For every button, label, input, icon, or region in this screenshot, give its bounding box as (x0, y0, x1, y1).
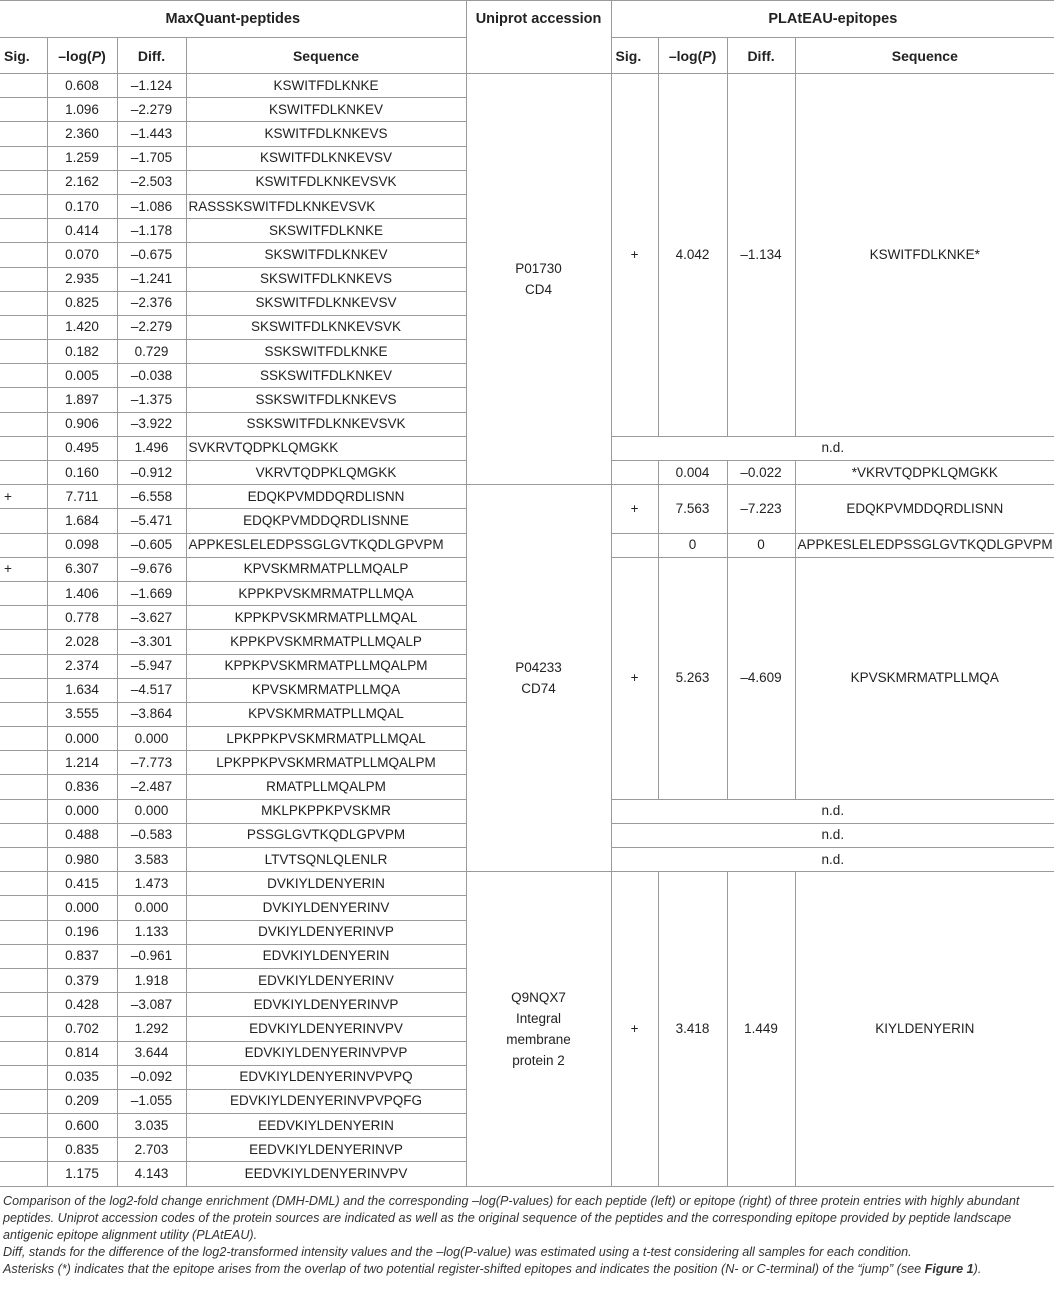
epitope-sig-cell (611, 533, 658, 557)
logp-header: –log(P) (47, 38, 117, 74)
epitope-sig-cell (611, 461, 658, 485)
peptide-sig-cell (0, 751, 47, 775)
peptide-sig-cell (0, 1162, 47, 1186)
peptide-diff-cell: –1.375 (117, 388, 186, 412)
protein-name: CD74 (521, 681, 556, 697)
peptide-sequence-cell: SKSWITFDLKNKEV (186, 243, 466, 267)
footnote: Asterisks (*) indicates that the epitope arises from the overlap of two potential register-shifted epitopes and indicates the position (N- or C-terminal) of the “jump” (see Figure 1). (3, 1261, 982, 1276)
peptide-logp-cell: 1.406 (47, 581, 117, 605)
maxquant-header: MaxQuant-peptides (0, 1, 466, 38)
table-footnotes (0, 1187, 1056, 1278)
peptide-sig-cell (0, 340, 47, 364)
peptide-logp-cell: 1.096 (47, 98, 117, 122)
peptide-logp-cell: 0.182 (47, 340, 117, 364)
peptide-diff-cell: –3.864 (117, 702, 186, 726)
peptide-sequence-cell: EDVKIYLDENYERIN (186, 944, 466, 968)
peptide-sequence-cell: MKLPKPPKPVSKMR (186, 799, 466, 823)
peptide-diff-cell: –0.912 (117, 461, 186, 485)
peptide-logp-cell: 0.814 (47, 1041, 117, 1065)
peptide-logp-cell: 3.555 (47, 702, 117, 726)
epitope-sequence-cell: EDQKPVMDDQRDLISNN (795, 485, 1054, 533)
peptide-sequence-cell: DVKIYLDENYERIN (186, 872, 466, 896)
peptide-sequence-cell: SKSWITFDLKNKEVS (186, 267, 466, 291)
peptide-sequence-cell: EDVKIYLDENYERINVPVPQFG (186, 1089, 466, 1113)
peptide-sequence-cell: LTVTSQNLQLENLR (186, 848, 466, 872)
peptide-sig-cell (0, 920, 47, 944)
epitope-sig-cell: + (611, 557, 658, 799)
peptide-diff-cell: 3.035 (117, 1114, 186, 1138)
peptide-logp-cell: 0.005 (47, 364, 117, 388)
peptide-logp-cell: 0.702 (47, 1017, 117, 1041)
peptide-diff-cell: –1.124 (117, 74, 186, 98)
peptide-diff-cell: –1.705 (117, 146, 186, 170)
peptide-sequence-cell: KPVSKMRMATPLLMQALP (186, 557, 466, 581)
peptide-logp-cell: 6.307 (47, 557, 117, 581)
peptide-diff-cell: –6.558 (117, 485, 186, 509)
peptide-sig-cell (0, 727, 47, 751)
peptide-logp-cell: 0.415 (47, 872, 117, 896)
peptide-diff-cell: –3.627 (117, 606, 186, 630)
peptide-logp-cell: 0.488 (47, 823, 117, 847)
peptide-logp-cell: 0.778 (47, 606, 117, 630)
peptide-logp-cell: 0.000 (47, 896, 117, 920)
peptide-logp-cell: 2.374 (47, 654, 117, 678)
peptide-sig-cell (0, 968, 47, 992)
peptide-diff-cell: –5.947 (117, 654, 186, 678)
table-row (0, 74, 1054, 98)
sig-header: Sig. (611, 38, 658, 74)
epitope-sequence-cell: APPKESLELEDPSSGLGVTKQDLGPVPM (795, 533, 1054, 557)
peptide-diff-cell: –1.086 (117, 194, 186, 218)
peptide-sig-cell (0, 1041, 47, 1065)
peptide-sig-cell (0, 799, 47, 823)
peptide-sequence-cell: SVKRVTQDPKLQMGKK (186, 436, 466, 460)
logp-header: –log(P) (658, 38, 727, 74)
peptide-sig-cell (0, 170, 47, 194)
peptide-diff-cell: –3.922 (117, 412, 186, 436)
peptide-sig-cell: + (0, 485, 47, 509)
peptide-logp-cell: 2.935 (47, 267, 117, 291)
peptide-sig-cell (0, 848, 47, 872)
peptide-sequence-cell: DVKIYLDENYERINVP (186, 920, 466, 944)
epitope-sequence-cell: KPVSKMRMATPLLMQA (795, 557, 1054, 799)
peptide-sequence-cell: PSSGLGVTKQDLGPVPM (186, 823, 466, 847)
peptide-diff-cell: 0.000 (117, 727, 186, 751)
peptide-sequence-cell: SKSWITFDLKNKEVSVK (186, 315, 466, 339)
epitope-sequence-cell: KSWITFDLKNKE* (795, 74, 1054, 437)
peptide-sig-cell (0, 630, 47, 654)
peptide-logp-cell: 0.209 (47, 1089, 117, 1113)
peptide-sig-cell (0, 315, 47, 339)
peptide-sig-cell (0, 896, 47, 920)
peptide-sig-cell (0, 267, 47, 291)
peptide-logp-cell: 0.906 (47, 412, 117, 436)
epitope-logp-cell: 5.263 (658, 557, 727, 799)
peptide-sequence-cell: KPVSKMRMATPLLMQA (186, 678, 466, 702)
peptide-diff-cell: –1.669 (117, 581, 186, 605)
peptide-sig-cell (0, 388, 47, 412)
epitope-not-detected: n.d. (611, 799, 1054, 823)
peptide-logp-cell: 1.420 (47, 315, 117, 339)
peptide-sequence-cell: KPVSKMRMATPLLMQAL (186, 702, 466, 726)
peptide-logp-cell: 0.196 (47, 920, 117, 944)
peptide-sig-cell (0, 1089, 47, 1113)
peptide-sig-cell (0, 533, 47, 557)
peptide-sig-cell (0, 872, 47, 896)
peptide-sig-cell (0, 291, 47, 315)
epitope-logp-cell: 0 (658, 533, 727, 557)
peptide-diff-cell: –2.279 (117, 315, 186, 339)
peptide-diff-cell: 2.703 (117, 1138, 186, 1162)
peptide-logp-cell: 0.414 (47, 219, 117, 243)
peptide-sig-cell (0, 678, 47, 702)
peptide-sig-cell (0, 509, 47, 533)
peptide-sequence-cell: EDVKIYLDENYERINV (186, 968, 466, 992)
peptide-sequence-cell: SSKSWITFDLKNKEVSVK (186, 412, 466, 436)
peptide-diff-cell: 1.496 (117, 436, 186, 460)
peptide-sequence-cell: EEDVKIYLDENYERINVPV (186, 1162, 466, 1186)
peptide-sequence-cell: KPPKPVSKMRMATPLLMQALP (186, 630, 466, 654)
peptide-sig-cell (0, 1065, 47, 1089)
peptide-diff-cell: 0.729 (117, 340, 186, 364)
peptide-sequence-cell: KSWITFDLKNKEVSVK (186, 170, 466, 194)
epitope-logp-cell: 4.042 (658, 74, 727, 437)
peptide-diff-cell: 0.000 (117, 896, 186, 920)
peptide-sig-cell (0, 122, 47, 146)
peptide-sequence-cell: LPKPPKPVSKMRMATPLLMQALPM (186, 751, 466, 775)
peptide-sequence-cell: RMATPLLMQALPM (186, 775, 466, 799)
peptide-diff-cell: 1.292 (117, 1017, 186, 1041)
sequence-header: Sequence (795, 38, 1054, 74)
peptide-logp-cell: 1.634 (47, 678, 117, 702)
peptide-sig-cell (0, 823, 47, 847)
peptide-logp-cell: 2.162 (47, 170, 117, 194)
peptide-logp-cell: 0.170 (47, 194, 117, 218)
peptide-diff-cell: –5.471 (117, 509, 186, 533)
peptide-logp-cell: 0.835 (47, 1138, 117, 1162)
peptide-sig-cell (0, 581, 47, 605)
peptide-sig-cell (0, 654, 47, 678)
epitope-diff-cell: –4.609 (727, 557, 795, 799)
peptide-diff-cell: 1.473 (117, 872, 186, 896)
peptide-sequence-cell: EEDVKIYLDENYERINVP (186, 1138, 466, 1162)
plateau-header: PLAtEAU-epitopes (611, 1, 1054, 38)
peptide-logp-cell: 1.259 (47, 146, 117, 170)
peptide-sequence-cell: EDQKPVMDDQRDLISNN (186, 485, 466, 509)
epitope-diff-cell: –1.134 (727, 74, 795, 437)
epitope-diff-cell: –0.022 (727, 461, 795, 485)
peptide-diff-cell: –0.092 (117, 1065, 186, 1089)
peptide-logp-cell: 1.684 (47, 509, 117, 533)
peptide-logp-cell: 0.160 (47, 461, 117, 485)
peptide-diff-cell: –0.675 (117, 243, 186, 267)
peptide-logp-cell: 0.980 (47, 848, 117, 872)
peptide-diff-cell: 4.143 (117, 1162, 186, 1186)
peptide-logp-cell: 2.360 (47, 122, 117, 146)
epitope-logp-cell: 7.563 (658, 485, 727, 533)
peptide-diff-cell: –4.517 (117, 678, 186, 702)
accession-code: P04233 (515, 660, 562, 676)
epitope-sig-cell: + (611, 872, 658, 1186)
peptide-diff-cell: 3.583 (117, 848, 186, 872)
peptide-logp-cell: 0.495 (47, 436, 117, 460)
peptide-sequence-cell: EDVKIYLDENYERINVPV (186, 1017, 466, 1041)
peptide-diff-cell: –0.605 (117, 533, 186, 557)
peptide-sequence-cell: SSKSWITFDLKNKEVS (186, 388, 466, 412)
table-row (0, 485, 1054, 509)
peptide-sig-cell (0, 1138, 47, 1162)
peptide-sig-cell (0, 993, 47, 1017)
peptide-diff-cell: –0.583 (117, 823, 186, 847)
peptide-logp-cell: 0.035 (47, 1065, 117, 1089)
peptide-logp-cell: 7.711 (47, 485, 117, 509)
peptide-sequence-cell: EDVKIYLDENYERINVPVPQ (186, 1065, 466, 1089)
peptide-sig-cell (0, 461, 47, 485)
peptide-sequence-cell: SSKSWITFDLKNKE (186, 340, 466, 364)
peptide-sequence-cell: KPPKPVSKMRMATPLLMQA (186, 581, 466, 605)
epitope-not-detected: n.d. (611, 436, 1054, 460)
peptide-sig-cell (0, 146, 47, 170)
peptide-logp-cell: 0.600 (47, 1114, 117, 1138)
peptide-sequence-cell: KPPKPVSKMRMATPLLMQALPM (186, 654, 466, 678)
uniprot-accession-cell (466, 872, 611, 1186)
peptide-diff-cell: –0.038 (117, 364, 186, 388)
epitope-logp-cell: 3.418 (658, 872, 727, 1186)
peptide-sig-cell (0, 436, 47, 460)
peptide-diff-cell: 3.644 (117, 1041, 186, 1065)
peptide-diff-cell: –2.376 (117, 291, 186, 315)
table-row (0, 872, 1054, 896)
peptide-diff-cell: –3.301 (117, 630, 186, 654)
peptide-sequence-cell: DVKIYLDENYERINV (186, 896, 466, 920)
peptide-sequence-cell: RASSSKSWITFDLKNKEVSVK (186, 194, 466, 218)
epitope-sequence-cell: *VKRVTQDPKLQMGKK (795, 461, 1054, 485)
peptide-sequence-cell: LPKPPKPVSKMRMATPLLMQAL (186, 727, 466, 751)
peptide-logp-cell: 0.428 (47, 993, 117, 1017)
peptide-diff-cell: –2.279 (117, 98, 186, 122)
peptide-sequence-cell: EEDVKIYLDENYERIN (186, 1114, 466, 1138)
peptide-logp-cell: 1.175 (47, 1162, 117, 1186)
peptide-logp-cell: 0.837 (47, 944, 117, 968)
peptide-sig-cell (0, 775, 47, 799)
epitope-logp-cell: 0.004 (658, 461, 727, 485)
peptide-sequence-cell: SKSWITFDLKNKEVSV (186, 291, 466, 315)
footnote: Diff, stands for the difference of the log2-transformed intensity values and the –log(P-value) was estimated using a t-test considering all samples for each condition. (3, 1244, 912, 1259)
peptide-logp-cell: 1.897 (47, 388, 117, 412)
epitope-diff-cell: 1.449 (727, 872, 795, 1186)
uniprot-accession-cell (466, 74, 611, 485)
peptide-diff-cell: 1.133 (117, 920, 186, 944)
peptide-logp-cell: 2.028 (47, 630, 117, 654)
peptide-sig-cell (0, 702, 47, 726)
peptide-logp-cell: 0.825 (47, 291, 117, 315)
protein-name: Integral membrane protein 2 (506, 1010, 571, 1068)
peptide-sig-cell: + (0, 557, 47, 581)
epitope-sequence-cell: KIYLDENYERIN (795, 872, 1054, 1186)
peptide-sequence-cell: SKSWITFDLKNKE (186, 219, 466, 243)
peptide-diff-cell: –1.055 (117, 1089, 186, 1113)
sequence-header: Sequence (186, 38, 466, 74)
peptide-logp-cell: 0.000 (47, 727, 117, 751)
sig-header: Sig. (0, 38, 47, 74)
peptide-sequence-cell: EDQKPVMDDQRDLISNNE (186, 509, 466, 533)
protein-name: CD4 (525, 282, 553, 298)
peptide-logp-cell: 1.214 (47, 751, 117, 775)
peptide-diff-cell: –0.961 (117, 944, 186, 968)
diff-header: Diff. (727, 38, 795, 74)
peptide-sequence-cell: KSWITFDLKNKEVSV (186, 146, 466, 170)
peptide-diff-cell: –3.087 (117, 993, 186, 1017)
peptide-sequence-cell: APPKESLELEDPSSGLGVTKQDLGPVPM (186, 533, 466, 557)
epitope-not-detected: n.d. (611, 823, 1054, 847)
peptide-sig-cell (0, 944, 47, 968)
peptide-logp-cell: 0.608 (47, 74, 117, 98)
peptide-sequence-cell: KSWITFDLKNKEVS (186, 122, 466, 146)
peptide-sig-cell (0, 219, 47, 243)
peptide-sequence-cell: SSKSWITFDLKNKEV (186, 364, 466, 388)
peptide-diff-cell: –1.178 (117, 219, 186, 243)
epitope-diff-cell: 0 (727, 533, 795, 557)
peptide-logp-cell: 0.836 (47, 775, 117, 799)
peptide-sequence-cell: EDVKIYLDENYERINVP (186, 993, 466, 1017)
epitope-diff-cell: –7.223 (727, 485, 795, 533)
peptide-logp-cell: 0.379 (47, 968, 117, 992)
peptide-sequence-cell: KSWITFDLKNKEV (186, 98, 466, 122)
peptide-sig-cell (0, 606, 47, 630)
peptide-logp-cell: 0.000 (47, 799, 117, 823)
peptide-logp-cell: 0.070 (47, 243, 117, 267)
epitope-sig-cell: + (611, 485, 658, 533)
peptide-sequence-cell: KSWITFDLKNKE (186, 74, 466, 98)
epitope-not-detected: n.d. (611, 848, 1054, 872)
peptide-logp-cell: 0.098 (47, 533, 117, 557)
peptide-sig-cell (0, 1114, 47, 1138)
uniprot-header: Uniprot accession (466, 1, 611, 74)
accession-code: Q9NQX7 (511, 989, 566, 1005)
peptide-sequence-cell: KPPKPVSKMRMATPLLMQAL (186, 606, 466, 630)
peptide-sequence-cell: VKRVTQDPKLQMGKK (186, 461, 466, 485)
peptide-diff-cell: –1.443 (117, 122, 186, 146)
peptide-sig-cell (0, 412, 47, 436)
peptide-diff-cell: –7.773 (117, 751, 186, 775)
peptide-sig-cell (0, 74, 47, 98)
uniprot-accession-cell (466, 485, 611, 872)
peptide-diff-cell: –2.503 (117, 170, 186, 194)
peptide-diff-cell: –1.241 (117, 267, 186, 291)
peptide-sequence-cell: EDVKIYLDENYERINVPVP (186, 1041, 466, 1065)
peptide-sig-cell (0, 194, 47, 218)
footnote: Comparison of the log2-fold change enrichment (DMH-DML) and the corresponding –log(P-values) for each peptide (left) or epitope (right) of three protein entries with highly abundant peptides. Uniprot accession codes of the protein sources are indicated as well as the original sequence of the peptides and the corresponding epitope provided by peptide landscape antigenic epitope alignment utility (PLAtEAU). (3, 1193, 1020, 1242)
peptide-sig-cell (0, 1017, 47, 1041)
peptide-diff-cell: –9.676 (117, 557, 186, 581)
peptide-diff-cell: 0.000 (117, 799, 186, 823)
peptide-diff-cell: –2.487 (117, 775, 186, 799)
peptide-sig-cell (0, 243, 47, 267)
diff-header: Diff. (117, 38, 186, 74)
accession-code: P01730 (515, 261, 562, 277)
peptide-diff-cell: 1.918 (117, 968, 186, 992)
peptide-sig-cell (0, 98, 47, 122)
epitope-sig-cell: + (611, 74, 658, 437)
peptide-sig-cell (0, 364, 47, 388)
